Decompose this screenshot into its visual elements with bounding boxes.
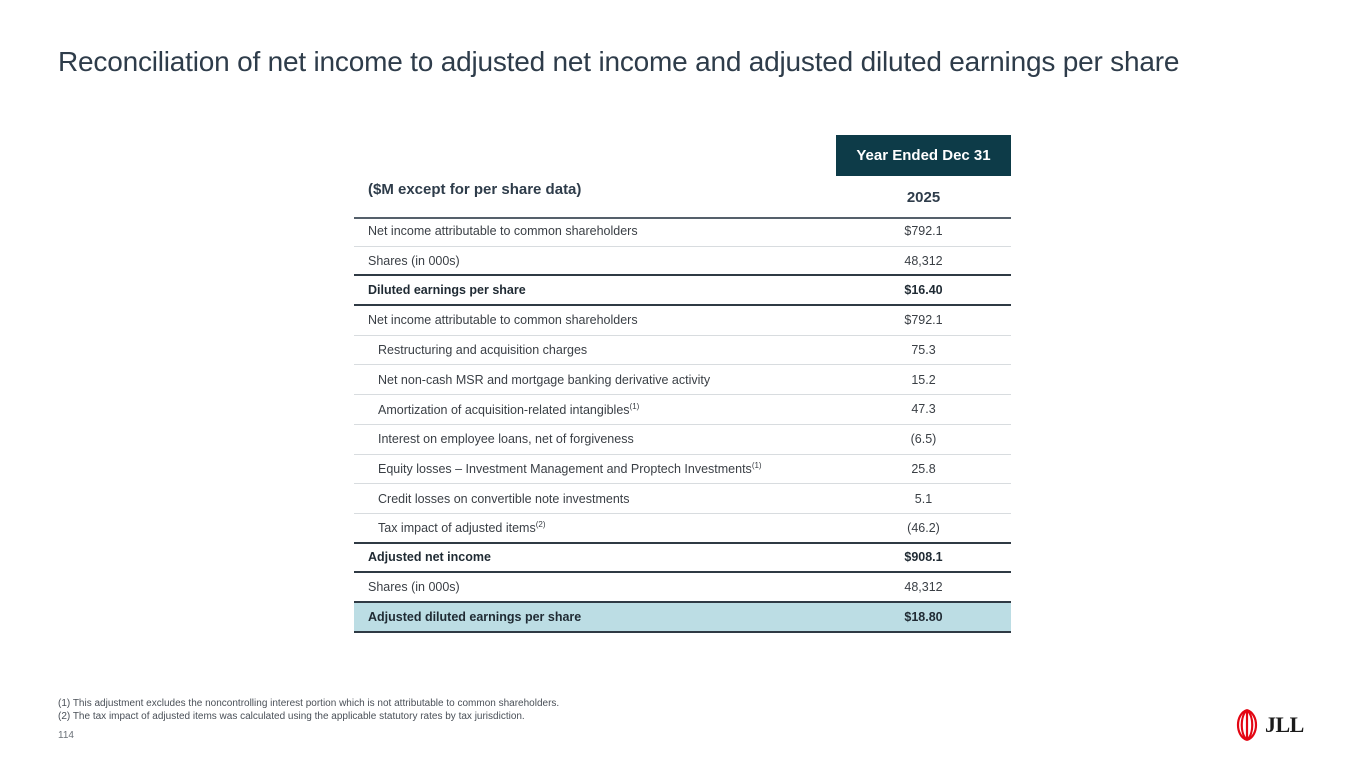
table-row — [354, 395, 1011, 425]
row-label: Restructuring and acquisition charges — [378, 343, 588, 358]
jll-logo — [1232, 708, 1304, 742]
row-value: $908.1 — [904, 550, 943, 565]
table-row — [354, 365, 1011, 395]
unit-label: ($M except for per share data) — [368, 181, 582, 198]
page-title: Reconciliation of net income to adjusted net income and adjusted diluted earnings per share — [58, 46, 1180, 77]
period-header: Year Ended Dec 31 — [836, 135, 1011, 176]
footnote-ref: (1) — [751, 461, 762, 471]
footnotes — [58, 697, 559, 723]
footnote-1: (1) This adjustment excludes the noncontrolling interest portion which is not attributable to common shareholders. — [58, 698, 560, 709]
page-number: 114 — [58, 730, 74, 741]
row-value: 15.2 — [911, 372, 936, 387]
row-label: Shares (in 000s) — [368, 253, 460, 268]
table-row — [354, 247, 1011, 277]
row-label: Interest on employee loans, net of forgiveness — [378, 432, 634, 447]
row-value: (46.2) — [907, 520, 940, 535]
row-value: $18.80 — [904, 609, 943, 624]
table-row — [354, 455, 1011, 485]
row-label: Tax impact of adjusted items$^{(2)}$ — [378, 520, 546, 536]
row-value: 25.8 — [911, 461, 936, 476]
table-body — [354, 217, 1011, 633]
footnote-2: (2) The tax impact of adjusted items was calculated using the applicable statutory rates by tax jurisdiction. — [58, 711, 525, 722]
table-row — [354, 514, 1011, 544]
row-label: Amortization of acquisition-related intangibles$^{(1)}$ — [378, 401, 640, 417]
row-label: Adjusted net income — [368, 550, 491, 565]
table-row — [354, 425, 1011, 455]
table-row-diluted-eps — [354, 276, 1011, 306]
row-label: Net income attributable to common shareholders — [368, 313, 638, 328]
row-value: (6.5) — [910, 432, 937, 447]
row-label: Shares (in 000s) — [368, 580, 460, 595]
row-label: Net non-cash MSR and mortgage banking derivative activity — [378, 372, 711, 387]
row-label: Equity losses – Investment Management and Proptech Investments$^{(1)}$ — [378, 461, 762, 477]
jll-logo-icon — [1232, 708, 1262, 742]
table-header-row — [354, 176, 1011, 219]
table-row — [354, 573, 1011, 603]
row-value: 75.3 — [911, 343, 936, 358]
row-label: Adjusted diluted earnings per share — [368, 609, 582, 624]
table-row — [354, 484, 1011, 514]
logo-text: JLL — [1265, 712, 1304, 737]
row-value: $16.40 — [904, 283, 943, 298]
table-row-adjusted-net-income — [354, 544, 1011, 574]
row-value: 47.3 — [911, 402, 936, 417]
footnote-ref: (2) — [535, 520, 546, 530]
footnote-ref: (1) — [629, 401, 640, 411]
row-label: Credit losses on convertible note investments — [378, 491, 630, 506]
row-value: 5.1 — [914, 491, 933, 506]
row-label: Diluted earnings per share — [368, 283, 526, 298]
row-label: Net income attributable to common shareholders — [368, 224, 638, 239]
table-row — [354, 306, 1011, 336]
row-value: 48,312 — [904, 253, 943, 268]
row-value: $792.1 — [904, 313, 943, 328]
table-row — [354, 217, 1011, 247]
table-row — [354, 336, 1011, 366]
table-row-adjusted-diluted-eps — [354, 603, 1011, 633]
year-label: 2025 — [906, 189, 941, 206]
row-value: $792.1 — [904, 224, 943, 239]
row-value: 48,312 — [904, 580, 943, 595]
